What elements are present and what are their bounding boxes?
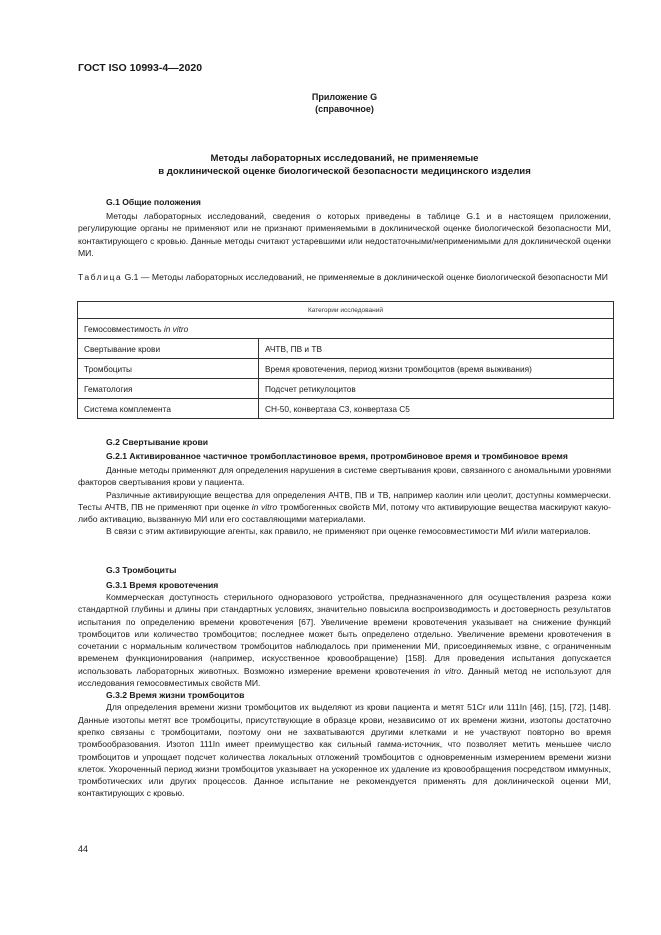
- table-caption: [78, 271, 611, 283]
- table-cell-methods: АЧТВ, ПВ и ТВ: [259, 339, 614, 359]
- g2-paragraph-1: Данные методы применяют для определения нарушения в системе свертывания крови, связанного с аномальными уровнями факторов свертывания крови у пациента.: [78, 465, 612, 488]
- g3-1-paragraph: Коммерческая доступность стерильного одноразового устройства, предназначенного для осуществления разреза кожи стандартной глубины и длины при стандартных условиях, значительно повысила воспроизводимость и достоверность результатов испытания по определению времени кровотечения [67]. Увеличение времени кровотечения указывает на снижение функций тромбоцитов или количество тромбоцитов; последнее может быть определено отдельно. Увеличение времени кровотечения в сочетании с нормальным количеством тромбоцитов наблюдалось при применении МИ, присоединяемых извне, с ограниченным временем функционирования (например, искусственное кровообращение) [158]. Для проведения испытания допускается использовать лабораторных животных. Возможно измерение времени кровотечения in vitro. Данный метод не используют для исследования гемосовместимых свойств МИ.: [78, 592, 611, 689]
- g2-1-heading: G.2.1 Активированное частичное тромбопластиновое время, протромбиновое время и тромбиновое время: [106, 451, 568, 461]
- g1-heading: G.1 Общие положения: [106, 197, 201, 207]
- table-section-cell: Гемосовместимость in vitro: [78, 319, 614, 339]
- table-header-cell: Категории исследований: [78, 302, 614, 319]
- g3-2-paragraph: Для определения времени жизни тромбоцитов их выделяют из крови пациента и метят 51Cr или 111In [46], [15], [72], [148]. Данные изотопы метят все тромбоциты, присутствующие в образце крови, независимо от их времени жизни, изотопы достаточно крепко связаны с тромбоцитами, поэтому они не захватываются другими клетками и не участвуют повторно во время тромбообразования. Изотоп 111In имеет преимущество как сильный гамма-источник, что позволяет метить меньшее число тромбоцитов и упрощает подсчет количества локальных отложений тромбоцитов с одновременным измерением времени жизни клеток. Укороченный период жизни тромбоцитов указывает на ускоренное их удаление из кровообращения посредством иммунных, тромботических или других процессов. Данное испытание не рекомендуется применять для доклинической оценки МИ, контактирующих с кровью.: [78, 702, 611, 799]
- table-caption-label: Таблица: [78, 272, 123, 282]
- g2-paragraph-2: Различные активирующие вещества для определения АЧТВ, ПВ и ТВ, например каолин или цеолит, доступны коммерчески. Тесты АЧТВ, ПВ не применяют при оценке in vitro тромбогенных свойств МИ, потому что активирующие вещества маскируют какую-либо активацию, вызванную МИ или его составляющими материалами.: [78, 489, 611, 525]
- table-cell-methods: Время кровотечения, период жизни тромбоцитов (время выживания): [259, 359, 614, 379]
- document-id: ГОСТ ISO 10993-4—2020: [78, 62, 203, 74]
- table-row: [78, 359, 614, 379]
- main-title-line1: Методы лабораторных исследований, не применяемые: [210, 153, 479, 164]
- table-row: [78, 379, 614, 399]
- table-cell-category: Гематология: [78, 379, 259, 399]
- g2-body: [78, 450, 611, 538]
- table-row: [78, 339, 614, 359]
- g1-paragraph: Методы лабораторных исследований, сведения о которых приведены в таблице G.1 и в настоящем приложении, регулирующие органы не применяют или не признают применяемыми в доклинической оценке биологической безопасности МИ, контактирующего с кровью. Данные методы считают устаревшими или недостаточными/неприменимыми для доклинической оценки МИ.: [78, 211, 611, 258]
- table-caption-text: G.1 — Методы лабораторных исследований, не применяемые в доклинической оценке биологической безопасности МИ: [124, 272, 608, 282]
- table-cell-category: Тромбоциты: [78, 359, 259, 379]
- g3-heading: G.3 Тромбоциты: [106, 565, 177, 575]
- table-row: [78, 399, 614, 419]
- g2-heading: G.2 Свертывание крови: [106, 437, 209, 447]
- g3-section: [78, 564, 611, 800]
- table-cell-methods: Подсчет ретикулоцитов: [259, 379, 614, 399]
- table-cell-methods: CH-50, конвертаза C3, конвертаза C5: [259, 399, 614, 419]
- annex-title: Приложение G: [311, 92, 378, 102]
- main-title-line2: в доклинической оценке биологической безопасности медицинского изделия: [158, 166, 531, 177]
- g3-2-heading: G.3.2 Время жизни тромбоцитов: [106, 690, 245, 701]
- table-cell-category: Система комплемента: [78, 399, 259, 419]
- table-cell-category: Свертывание крови: [78, 339, 259, 359]
- table-section-row: [78, 319, 614, 339]
- table-header-row: [78, 302, 614, 319]
- g3-1-heading: G.3.1 Время кровотечения: [106, 580, 219, 590]
- annex-subtitle: (справочное): [315, 104, 374, 114]
- g2-section: [106, 436, 611, 448]
- methods-table: [77, 301, 614, 419]
- page-number: 44: [78, 844, 89, 854]
- g2-paragraph-3: В связи с этим активирующие агенты, как правило, не применяют при оценке гемосовместимости МИ и/или материалов.: [106, 526, 591, 537]
